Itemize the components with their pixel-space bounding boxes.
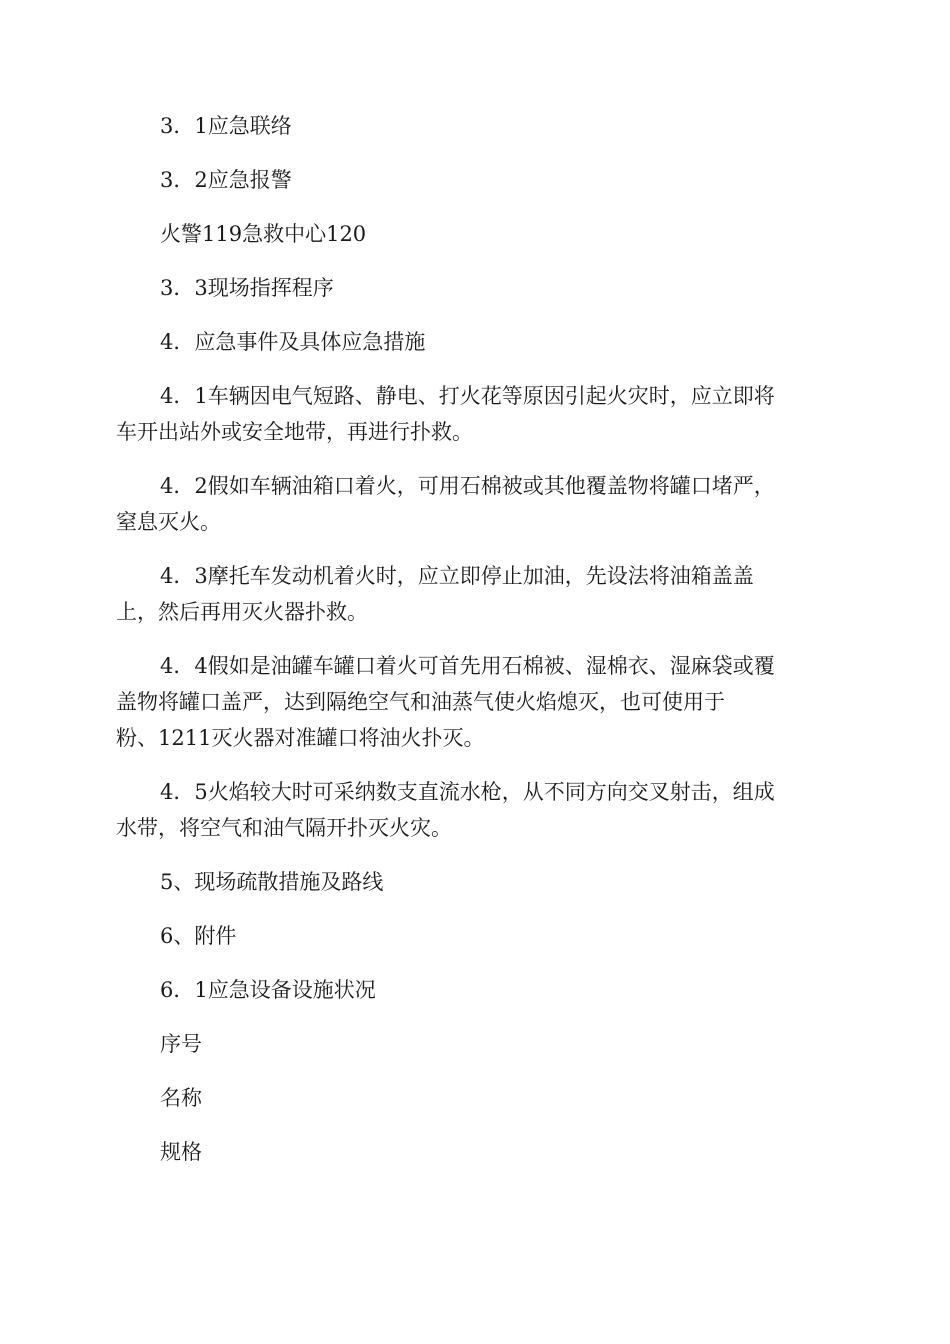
text-line: 3．2应急报警 — [160, 168, 292, 192]
text-line: 6．1应急设备设施状况 — [160, 978, 376, 1002]
text-line: 规格 — [160, 1140, 202, 1164]
paragraph — [116, 1026, 822, 1062]
text-line: 4．4假如是油罐车罐口着火可首先用石棉被、湿棉衣、湿麻袋或覆 — [160, 654, 775, 678]
document-body — [116, 108, 822, 1188]
paragraph — [116, 648, 822, 756]
text-line: 3．1应急联络 — [160, 114, 292, 138]
text-line: 4．2假如车辆油箱口着火，可用石棉被或其他覆盖物将罐口堵严， — [160, 474, 775, 498]
text-line: 窒息灭火。 — [116, 510, 221, 534]
text-line: 4．3摩托车发动机着火时，应立即停止加油，先设法将油箱盖盖 — [160, 564, 754, 588]
paragraph — [116, 558, 822, 630]
paragraph — [116, 1080, 822, 1116]
text-line: 名称 — [160, 1086, 202, 1110]
text-line: 序号 — [160, 1032, 202, 1056]
text-line: 3．3现场指挥程序 — [160, 276, 334, 300]
paragraph — [116, 270, 822, 306]
paragraph — [116, 108, 822, 144]
text-line: 6、附件 — [160, 924, 237, 948]
paragraph — [116, 162, 822, 198]
paragraph — [116, 216, 822, 252]
text-line: 4．应急事件及具体应急措施 — [160, 330, 426, 354]
text-line: 5、现场疏散措施及路线 — [160, 870, 384, 894]
paragraph — [116, 918, 822, 954]
text-line: 盖物将罐口盖严，达到隔绝空气和油蒸气使火焰熄灭，也可使用于 — [116, 690, 725, 714]
text-line: 4．1车辆因电气短路、静电、打火花等原因引起火灾时，应立即将 — [160, 384, 775, 408]
paragraph — [116, 468, 822, 540]
text-line: 火警119急救中心120 — [160, 222, 367, 246]
text-line: 4．5火焰较大时可采纳数支直流水枪，从不同方向交叉射击，组成 — [160, 780, 775, 804]
paragraph — [116, 864, 822, 900]
text-line: 水带，将空气和油气隔开扑灭火灾。 — [116, 816, 452, 840]
paragraph — [116, 1134, 822, 1170]
text-line: 车开出站外或安全地带，再进行扑救。 — [116, 420, 473, 444]
text-line: 粉、1211灭火器对准罐口将油火扑灭。 — [116, 726, 485, 750]
paragraph — [116, 972, 822, 1008]
paragraph — [116, 774, 822, 846]
paragraph — [116, 378, 822, 450]
paragraph — [116, 324, 822, 360]
text-line: 上，然后再用灭火器扑救。 — [116, 600, 368, 624]
